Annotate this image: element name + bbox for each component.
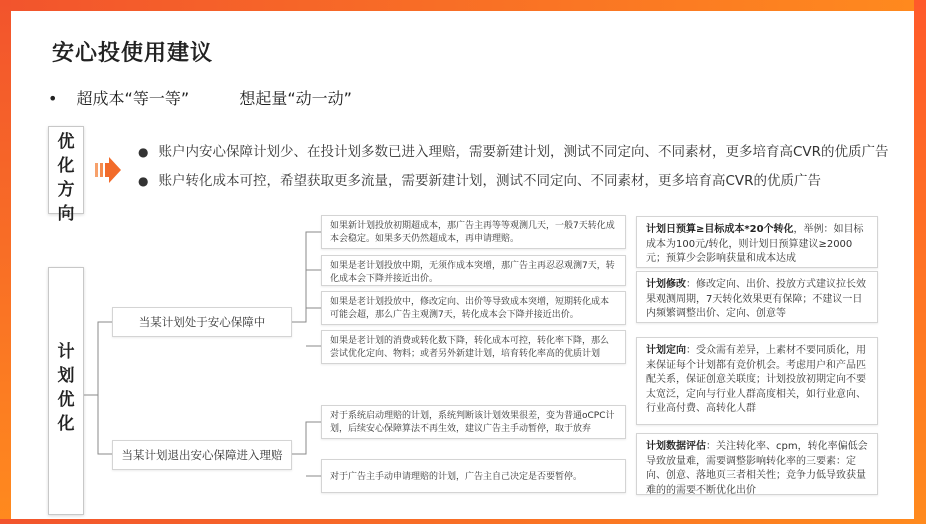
direction-label-char: 化	[57, 156, 75, 176]
scenario-new-plan-over-cost: 如果新计划投放初期超成本，那广告主再等等观测几天，一般7天转化成本会稳定。如果多天仍然超成本，再申请理赔。	[321, 215, 626, 249]
direction-bullet-text: 账户转化成本可控，希望获取更多流量，需要新建计划，测试不同定向、不同素材，更多培育高CVR的优质广告	[158, 173, 822, 189]
scenario-old-plan-modified: 如果是老计划投放中，修改定向、出价等导致成本突增，短期转化成本可能会超，那么广告主观测7天，转化成本会下降并接近出价。	[321, 291, 626, 325]
direction-label-char: 向	[57, 204, 75, 224]
plan-label-char: 化	[57, 414, 75, 434]
subtitle-part-move: 想起量“动一动”	[239, 89, 352, 108]
tip-plan-modify	[636, 271, 878, 323]
branch-in-guarantee: 当某计划处于安心保障中	[112, 307, 292, 337]
tip-plan-targeting	[636, 337, 878, 425]
plan-label-char: 计	[57, 342, 75, 362]
tip-data-evaluation	[636, 433, 878, 495]
subtitle-bullet: •	[48, 89, 58, 108]
tip-text: ：修改定向、出价、投放方式建议拉长效果观测周期，7天转化效果更有保障；不建议一日内频繁调整出价、定向、创意等	[646, 279, 866, 319]
tip-label: 计划数据评估	[646, 441, 706, 452]
plan-label-char: 优	[57, 390, 75, 410]
scenario-old-plan-decline: 如果是老计划的消费或转化数下降，转化成本可控，转化率下降，那么尝试优化定向、物料；或者另外新建计划，培育转化率高的优质计划	[321, 330, 626, 364]
bullet-dot-icon: ●	[138, 174, 149, 188]
subtitle-part-wait: 超成本“等一等”	[76, 89, 190, 108]
tip-label: 计划定向	[646, 345, 686, 356]
scenario-manual-claim: 对于广告主手动申请理赔的计划，广告主自己决定是否要暂停。	[321, 459, 626, 493]
tip-text: ，举例：如目标成本为100元/转化，则计划日预算建议≥2000元；预算少会影响获量和成本达成	[646, 224, 864, 264]
page-title: 安心投使用建议	[52, 41, 214, 66]
branch-exit-guarantee: 当某计划退出安心保障进入理赔	[112, 440, 292, 470]
tip-text: ：关注转化率、cpm，转化率偏低会导致放量难，需要调整影响转化率的三要素：定向、创意、落地页三者相关性；竞争力低导致获量难的的需要不断优化出价	[646, 441, 868, 496]
scenario-system-claim: 对于系统启动理赔的计划，系统判断该计划效果很差，变为普通oCPC计划，后续安心保障算法不再生效，建议广告主手动暂停，取于放弃	[321, 405, 626, 439]
direction-bullet-text: 账户内安心保障计划少、在投计划多数已进入理赔，需要新建计划，测试不同定向、不同素材，更多培育高CVR的优质广告	[158, 144, 889, 160]
direction-label-char: 方	[57, 180, 75, 200]
direction-label-char: 优	[57, 132, 75, 152]
tip-label: 计划修改	[646, 279, 686, 290]
scenario-old-plan-mid: 如果是老计划投放中期，无须作成本突增，那广告主再忍忍观测7天，转化成本会下降并接近出价。	[321, 255, 626, 286]
plan-label-char: 划	[57, 366, 75, 386]
bullet-dot-icon: ●	[138, 145, 149, 159]
tip-text: ：受众需有差异，上素材不要同质化，用来保证每个计划都有竞价机会。考虑用户和产品匹配关系，保证创意关联度；计划投放初期定向不要太宽泛，定向与行业人群高度相关，如行业意向、行业高付费、高转化人群	[646, 345, 866, 414]
tip-daily-budget	[636, 216, 878, 268]
tip-label: 计划日预算≥目标成本*20个转化	[646, 224, 794, 235]
